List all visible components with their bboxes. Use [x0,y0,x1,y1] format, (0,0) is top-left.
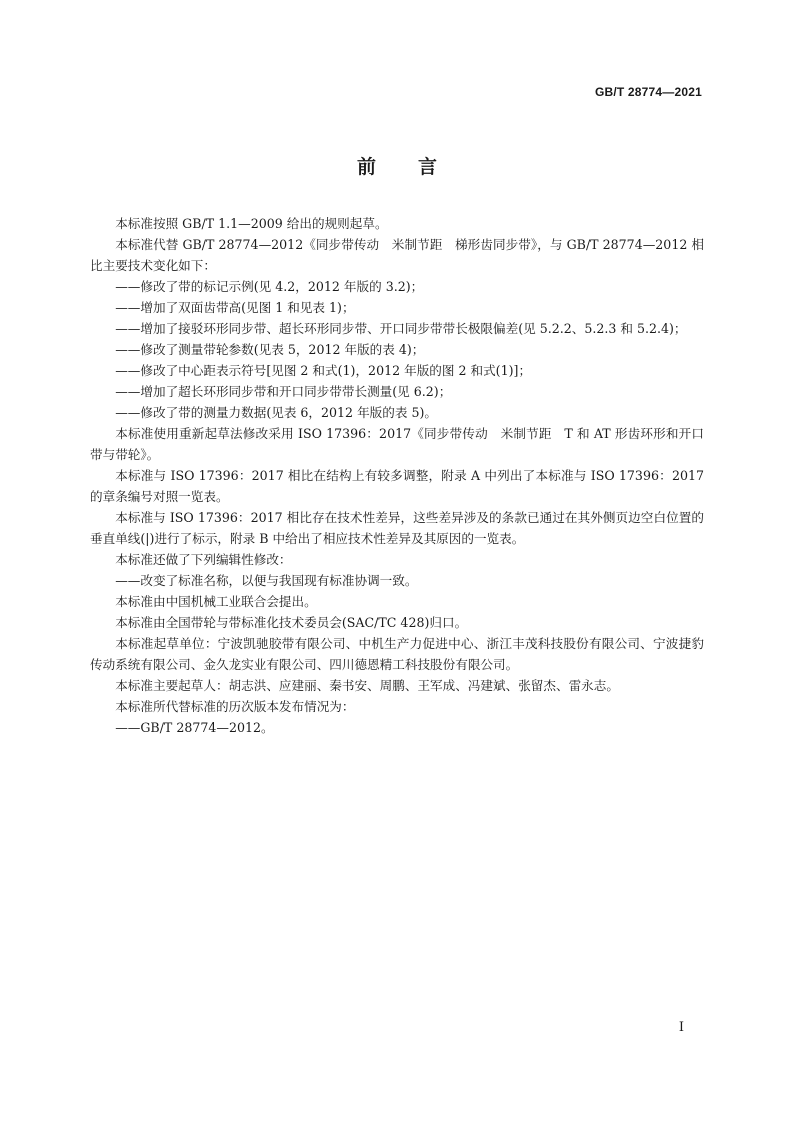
paragraph: 本标准所代替标准的历次版本发布情况为： [115,699,355,714]
paragraph: 本标准由中国机械工业联合会提出。 [115,594,317,609]
page-number: I [678,1020,684,1035]
foreword-body [90,213,704,738]
history-item: ——GB/T 28774—2012。 [115,720,274,735]
change-item: ——修改了带的测量力数据(见表 6，2012 年版的表 5)。 [115,405,437,420]
paragraph: 本标准起草单位：宁波凯驰胶带有限公司、中机生产力促进中心、浙江丰茂科技股份有限公司、宁波捷豹传动系统有限公司、金久龙实业有限公司、四川德恩精工科技股份有限公司。 [90,636,704,672]
paragraph: 本标准与 ISO 17396：2017 相比存在技术性差异，这些差异涉及的条款已通过在其外侧页边空白位置的垂直单线(|)进行了标示，附录 B 中给出了相应技术性差异及其原因的一览表。 [90,510,704,546]
change-item: ——增加了超长环形同步带和开口同步带带长测量(见 6.2)； [115,384,452,399]
change-item: ——增加了双面齿带高(见图 1 和见表 1)； [115,300,355,315]
change-item: ——修改了带的标记示例(见 4.2，2012 年版的 3.2)； [115,279,424,294]
paragraph: 本标准由全国带轮与带标准化技术委员会(SAC/TC 428)归口。 [115,615,468,630]
standard-code: GB/T 28774—2021 [594,85,702,99]
paragraph: 本标准主要起草人：胡志洪、应建丽、秦书安、周鹏、王军成、冯建斌、张留杰、雷永志。 [115,678,619,693]
paragraph: 本标准与 ISO 17396：2017 相比在结构上有较多调整，附录 A 中列出了本标准与 ISO 17396：2017 的章条编号对照一览表。 [90,468,704,504]
change-item: ——修改了测量带轮参数(见表 5，2012 年版的表 4)； [115,342,425,357]
paragraph: 本标准按照 GB/T 1.1—2009 给出的规则起草。 [115,216,388,231]
page-title: 前言 [356,156,479,178]
paragraph: 本标准代替 GB/T 28774—2012《同步带传动 米制节距 梯形齿同步带》，与 GB/T 28774—2012 相比主要技术变化如下： [90,237,704,273]
change-item: ——增加了接驳环形同步带、超长环形同步带、开口同步带带长极限偏差(见 5.2.2、5.2.3 和 5.2.4)； [115,321,687,336]
change-item: ——修改了中心距表示符号[见图 2 和式(1)，2012 年版的图 2 和式(1)]； [115,363,532,378]
paragraph: 本标准还做了下列编辑性修改： [115,552,292,567]
editorial-item: ——改变了标准名称，以便与我国现有标准协调一致。 [115,573,418,588]
paragraph: 本标准使用重新起草法修改采用 ISO 17396：2017《同步带传动 米制节距 T 和 AT 形齿环形和开口带与带轮》。 [90,426,704,462]
